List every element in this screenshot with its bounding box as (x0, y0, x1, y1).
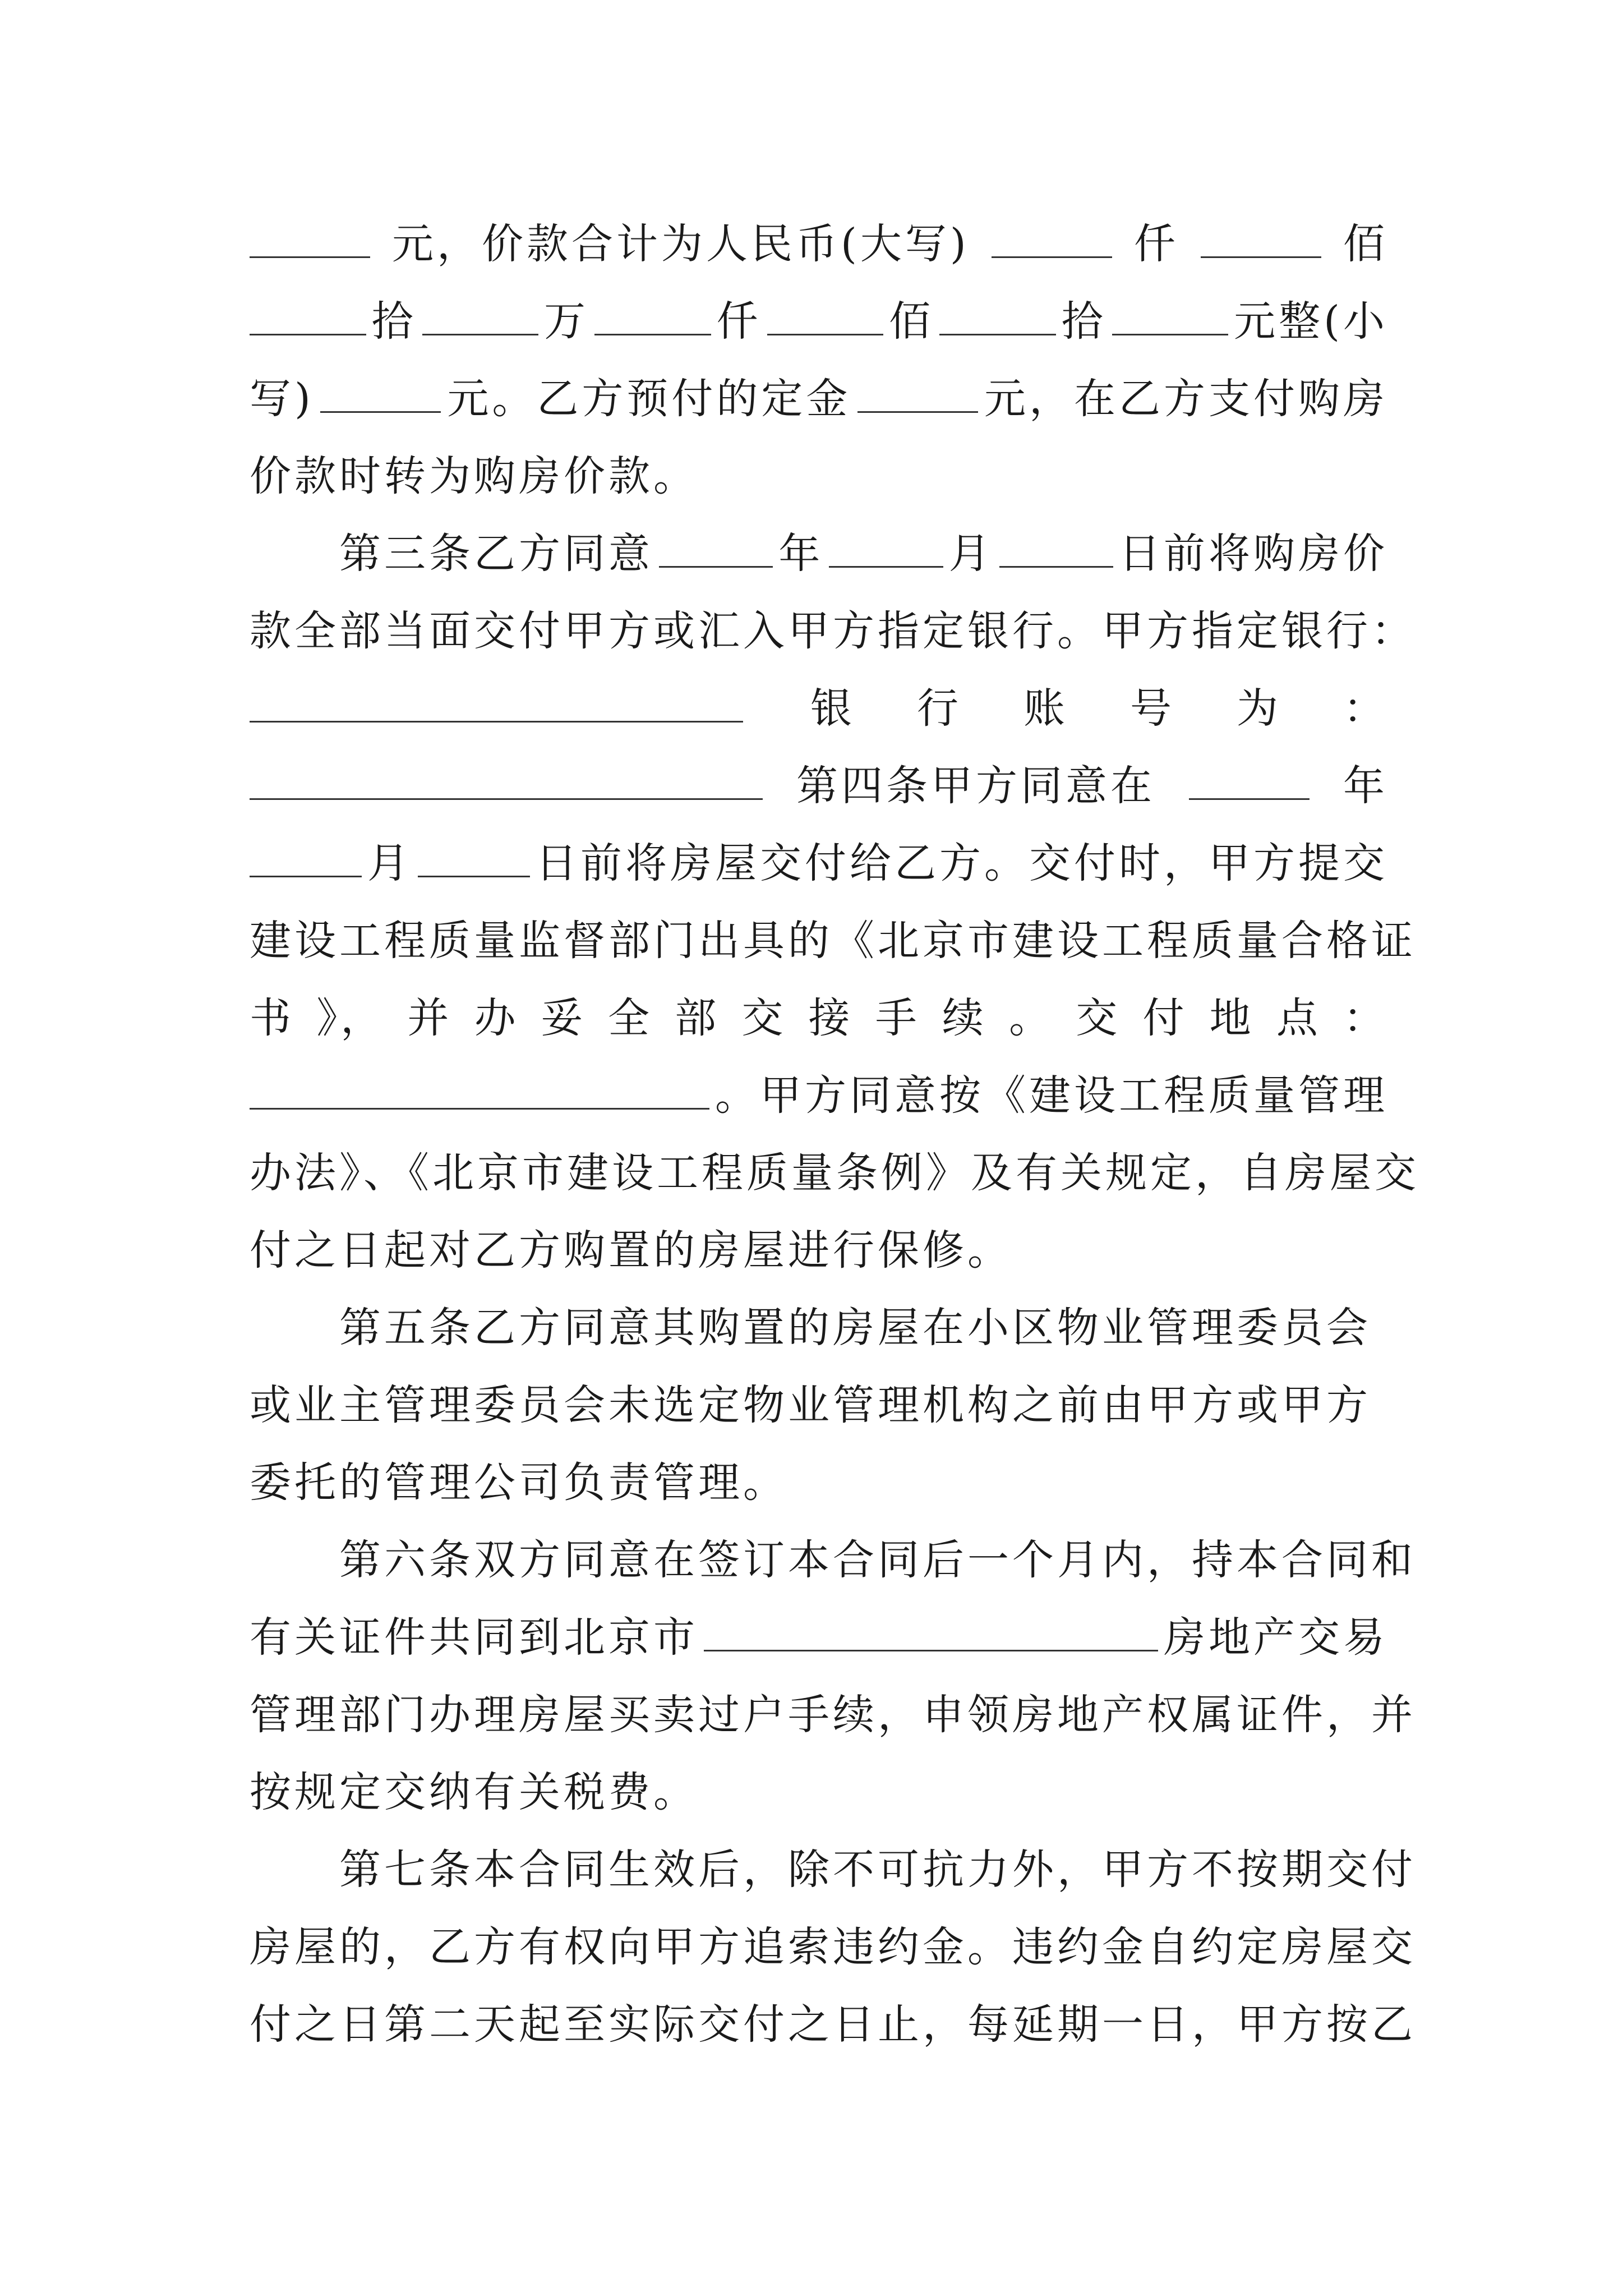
text-line (250, 1137, 1419, 1209)
text-line (339, 1524, 1416, 1596)
text-segment: 管理部门办理房屋买卖过户手续，申领房地产权属证件，并 (250, 1691, 1416, 1739)
text-segment: 交 (741, 994, 787, 1042)
text-segment: 银 (810, 684, 855, 733)
text-segment: 按规定交纳有关税费。 (250, 1768, 698, 1816)
text-segment: 仟 (1133, 220, 1179, 268)
text-segment: 办 (474, 994, 519, 1042)
text-line (250, 595, 1416, 668)
text-line (250, 1911, 1416, 1984)
fill-blank (704, 1611, 1158, 1651)
fill-blank (939, 295, 1056, 335)
fill-blank (250, 1069, 709, 1110)
text-segment: 付 (1142, 994, 1188, 1042)
text-segment: 有关证件共同到北京市 (250, 1613, 698, 1662)
fill-blank (829, 527, 943, 568)
text-line (250, 1988, 1416, 2061)
text-segment: 仟 (716, 297, 762, 346)
text-segment: 并 (407, 994, 453, 1042)
fill-blank (659, 527, 773, 568)
text-segment: 房屋的，乙方有权向甲方追索违约金。违约金自约定房屋交 (250, 1923, 1416, 1971)
text-line (339, 1833, 1416, 1906)
fill-blank (1189, 759, 1310, 800)
text-line (250, 208, 1388, 280)
fill-blank (1112, 295, 1229, 335)
text-segment: 。甲方同意按《建设工程质量管理 (715, 1071, 1388, 1120)
text-segment: 或业主管理委员会未选定物业管理机构之前由甲方或甲方 (250, 1381, 1371, 1429)
text-segment: 部 (675, 994, 720, 1042)
text-segment: ： (1343, 684, 1388, 733)
fill-blank (250, 295, 366, 335)
fill-blank (250, 759, 763, 800)
text-line (250, 1369, 1388, 1442)
text-line (339, 1291, 1388, 1364)
text-segment: 日前将房屋交付给乙方。交付时，甲方提交 (536, 839, 1388, 887)
text-line (250, 1446, 1388, 1519)
text-segment: 全 (607, 994, 653, 1042)
text-segment: 第五条乙方同意其购置的房屋在小区物业管理委员会 (339, 1304, 1371, 1352)
text-line (250, 827, 1388, 900)
text-line (250, 362, 1388, 435)
fill-blank (767, 295, 884, 335)
text-segment: 付之日起对乙方购置的房屋进行保修。 (250, 1226, 1012, 1274)
text-segment: 。 (1009, 994, 1054, 1042)
text-segment: 拾 (1061, 297, 1106, 346)
text-segment: ： (1343, 994, 1388, 1042)
fill-blank (418, 836, 530, 877)
fill-blank (250, 836, 362, 877)
text-segment: 元整(小 (1234, 297, 1388, 346)
text-segment: 第四条甲方同意在 (796, 762, 1155, 810)
fill-blank (320, 372, 441, 413)
text-line (250, 672, 1388, 745)
text-segment: 委托的管理公司负责管理。 (250, 1458, 788, 1507)
text-segment: 交 (1076, 994, 1121, 1042)
text-segment: 万 (544, 297, 589, 346)
text-line (250, 904, 1416, 977)
text-segment: 拾 (371, 297, 417, 346)
text-segment: 日前将购房价 (1118, 530, 1388, 578)
text-segment: 》， (316, 994, 386, 1042)
text-line (250, 285, 1388, 358)
text-segment: 元。乙方预付的定金 (447, 375, 851, 423)
fill-blank (250, 217, 370, 258)
text-segment: 点 (1276, 994, 1321, 1042)
text-segment: 元，在乙方支付购房 (984, 375, 1388, 423)
text-line (250, 982, 1388, 1055)
text-segment: 为 (1237, 684, 1281, 733)
text-segment: 第七条本合同生效后，除不可抗力外，甲方不按期交付 (339, 1846, 1416, 1894)
text-line (250, 1678, 1416, 1751)
text-segment: 号 (1130, 684, 1175, 733)
text-segment: 款全部当面交付甲方或汇入甲方指定银行。甲方指定银行： (250, 607, 1416, 655)
text-segment: 佰 (889, 297, 934, 346)
fill-blank (857, 372, 978, 413)
text-line (339, 517, 1388, 590)
fill-blank (1201, 217, 1321, 258)
fill-blank (594, 295, 711, 335)
text-segment: 写) (250, 375, 314, 423)
text-segment: 行 (917, 684, 962, 733)
text-line (250, 1756, 1388, 1829)
text-line (250, 1059, 1388, 1132)
text-segment: 年 (778, 530, 824, 578)
text-line (250, 1214, 1388, 1287)
text-segment: 价款时转为购房价款。 (250, 452, 698, 500)
text-segment: 地 (1209, 994, 1255, 1042)
text-segment: 账 (1023, 684, 1068, 733)
text-segment: 元，价款合计为人民币(大写) (392, 220, 970, 268)
text-segment: 续 (942, 994, 987, 1042)
text-segment: 付之日第二天起至实际交付之日止，每延期一日，甲方按乙 (250, 2000, 1416, 2049)
fill-blank (422, 295, 539, 335)
fill-blank (992, 217, 1112, 258)
text-segment: 建设工程质量监督部门出具的《北京市建设工程质量合格证 (250, 917, 1416, 965)
text-segment: 房地产交易 (1164, 1613, 1388, 1662)
text-segment: 第六条双方同意在签订本合同后一个月内，持本合同和 (339, 1536, 1416, 1584)
fill-blank (250, 682, 743, 723)
text-segment: 妥 (541, 994, 586, 1042)
text-segment: 年 (1343, 762, 1388, 810)
text-segment: 手 (875, 994, 920, 1042)
text-segment: 第三条乙方同意 (339, 530, 653, 578)
text-segment: 接 (808, 994, 854, 1042)
text-segment: 书 (250, 994, 294, 1042)
text-segment: 月 (948, 530, 994, 578)
text-segment: 月 (367, 839, 412, 887)
text-segment: 佰 (1343, 220, 1388, 268)
fill-blank (999, 527, 1113, 568)
text-segment: 办法》、《北京市建设工程质量条例》及有关规定，自房屋交 (250, 1149, 1419, 1197)
text-line (250, 1601, 1388, 1674)
text-line (250, 749, 1388, 822)
text-line (250, 440, 1388, 513)
